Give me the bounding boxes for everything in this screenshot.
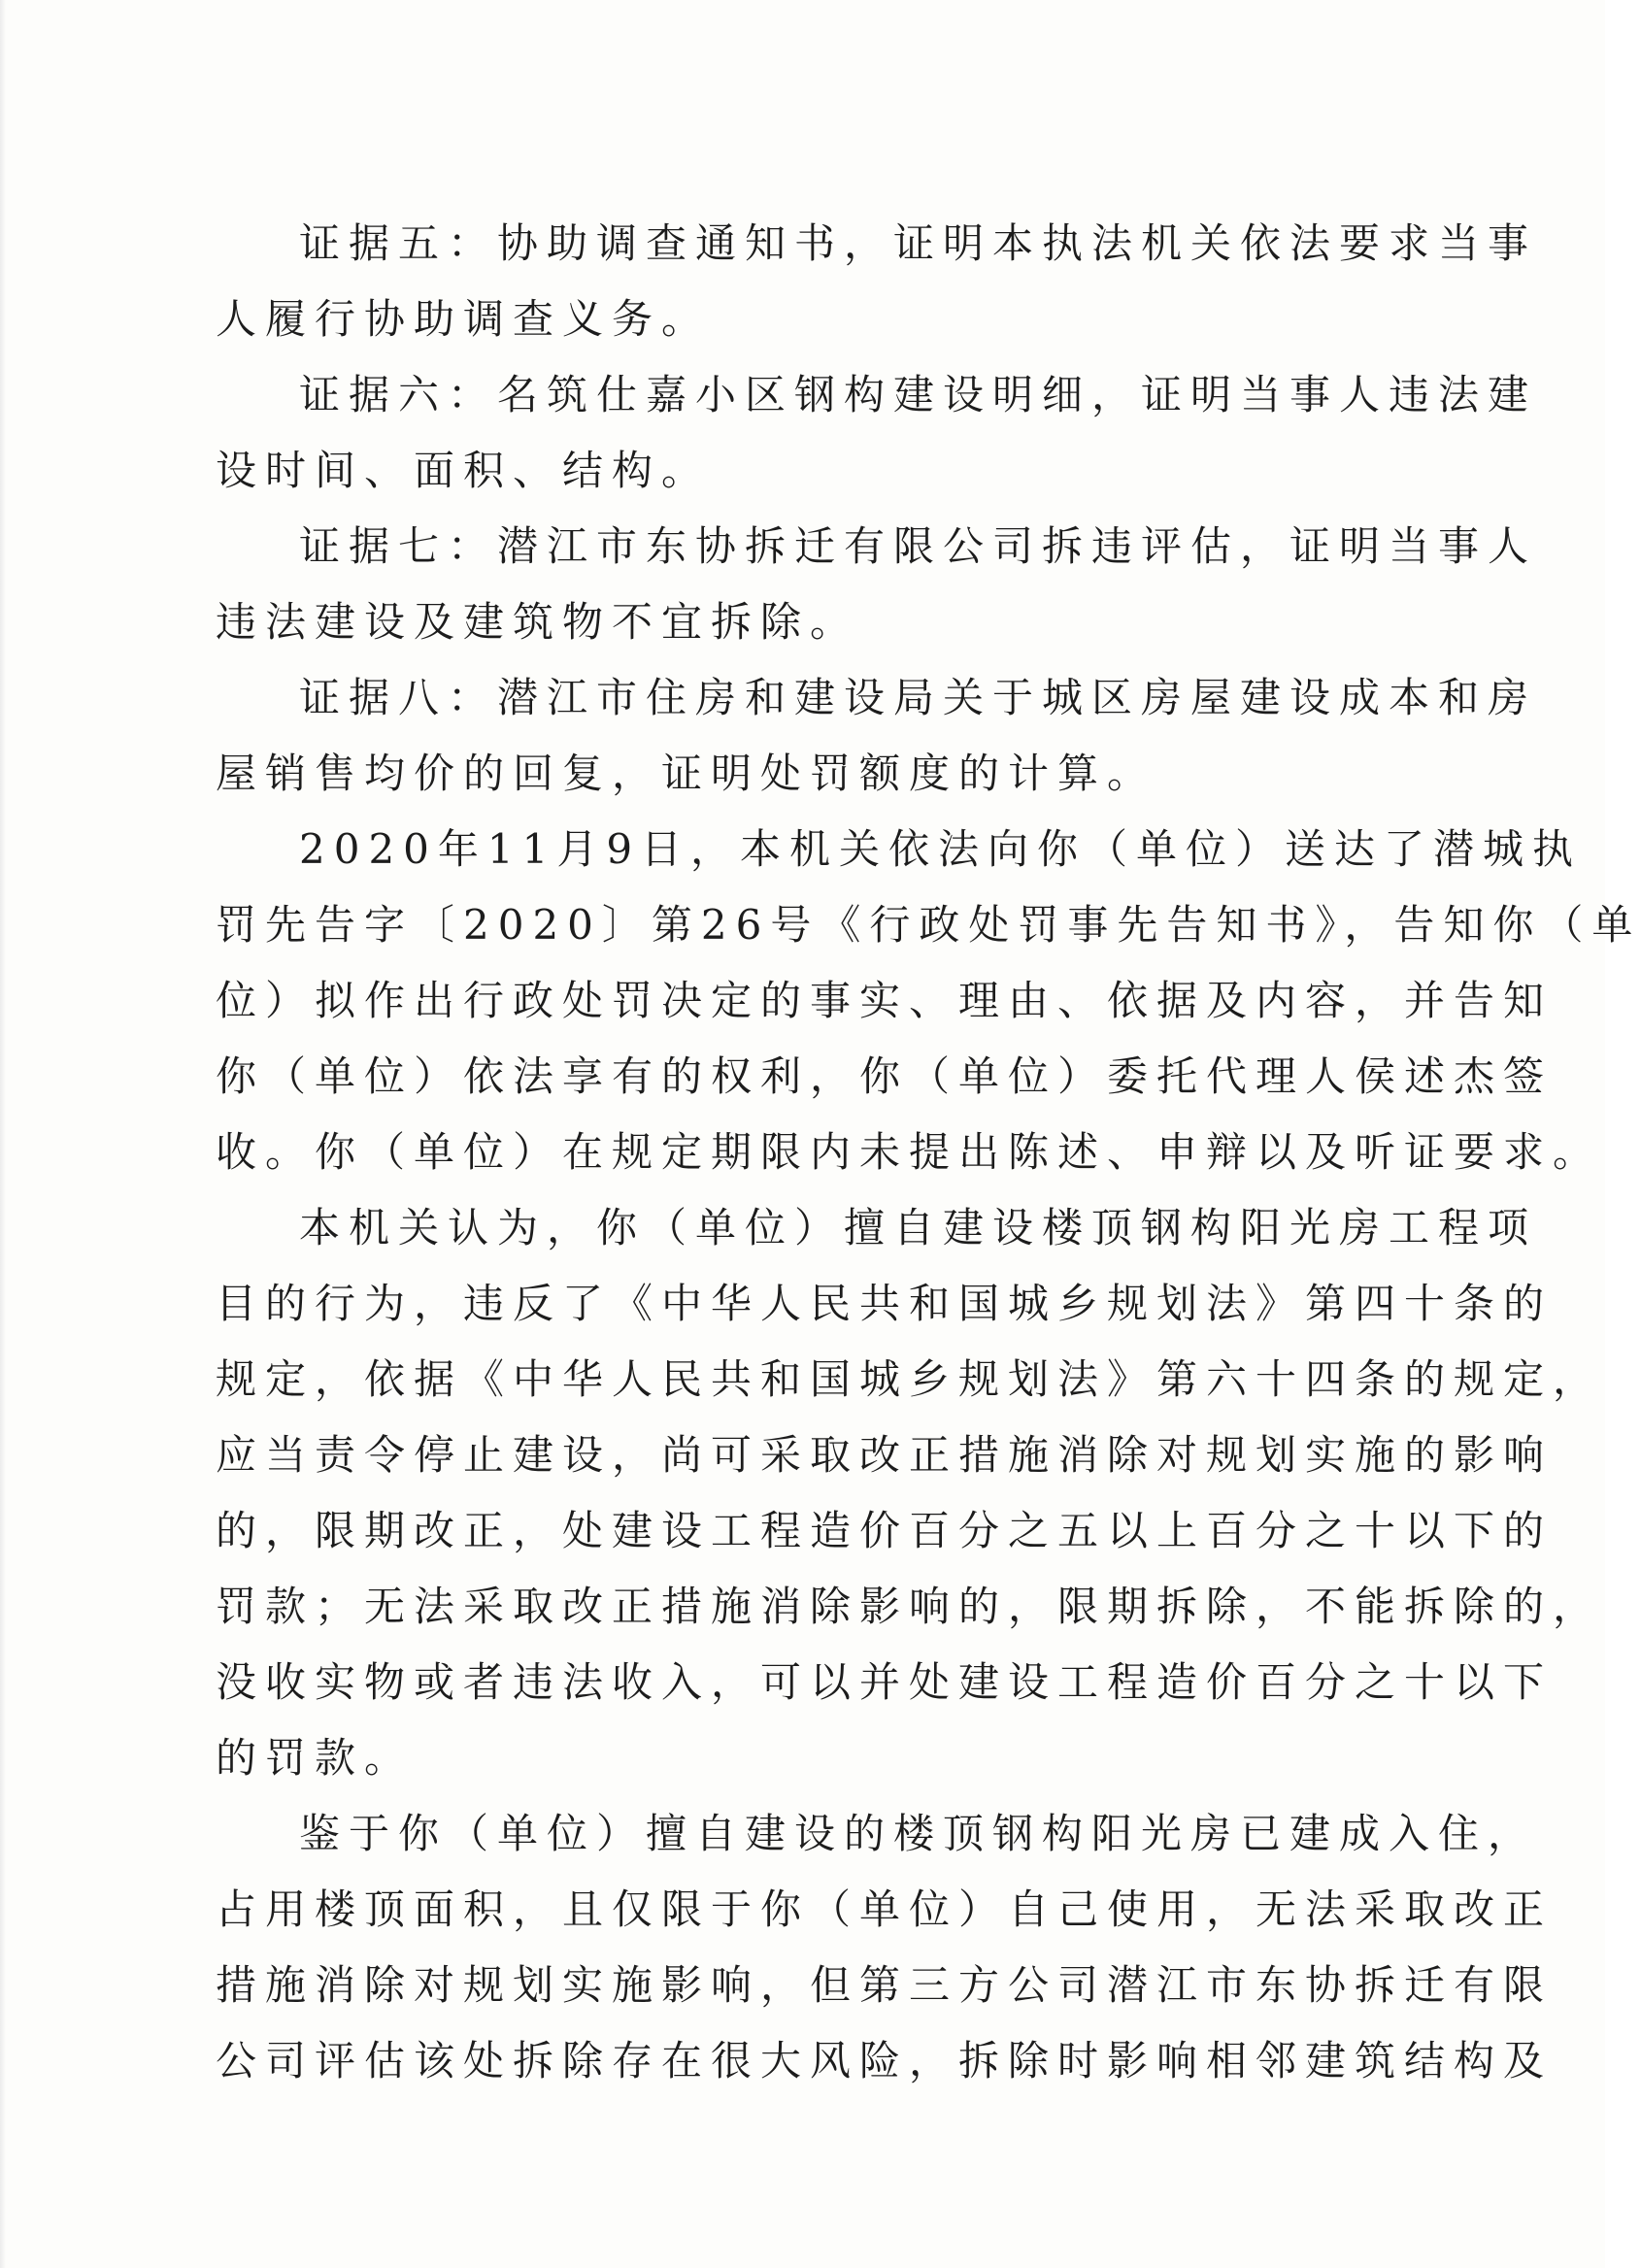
scan-edge-shadow xyxy=(0,0,6,2268)
text-line: 证据五：协助调查通知书，证明本执法机关依法要求当事 xyxy=(299,219,1538,267)
text-line: 证据八：潜江市住房和建设局关于城区房屋建设成本和房 xyxy=(299,674,1538,721)
text-line: 证据六：名筑仕嘉小区钢构建设明细，证明当事人违法建 xyxy=(299,371,1538,418)
text-line: 收。你（单位）在规定期限内未提出陈述、申辩以及听证要求。 xyxy=(216,1128,1603,1176)
text-line: 没收实物或者违法收入，可以并处建设工程造价百分之十以下 xyxy=(216,1658,1554,1706)
text-line: 违法建设及建筑物不宜拆除。 xyxy=(216,598,860,646)
text-line: 鉴于你（单位）擅自建设的楼顶钢构阳光房已建成入住， xyxy=(299,1810,1538,1857)
text-line: 罚先告字〔2020〕第26号《行政处罚事先告知书》，告知你（单 xyxy=(216,901,1641,949)
text-line: 罚款；无法采取改正措施消除影响的，限期拆除，不能拆除的， xyxy=(216,1583,1603,1630)
text-line: 位）拟作出行政处罚决定的事实、理由、依据及内容，并告知 xyxy=(216,977,1554,1024)
document-body xyxy=(216,206,1641,2099)
text-line: 证据七：潜江市东协拆迁有限公司拆违评估，证明当事人 xyxy=(299,522,1538,570)
text-line: 设时间、面积、结构。 xyxy=(216,447,712,494)
text-line: 本机关认为，你（单位）擅自建设楼顶钢构阳光房工程项 xyxy=(299,1204,1538,1251)
text-line: 2020年11月9日，本机关依法向你（单位）送达了潜城执 xyxy=(299,825,1583,873)
text-line: 人履行协助调查义务。 xyxy=(216,295,712,343)
text-line: 的罚款。 xyxy=(216,1734,415,1782)
text-line: 目的行为，违反了《中华人民共和国城乡规划法》第四十条的 xyxy=(216,1280,1554,1327)
text-line: 措施消除对规划实施影响，但第三方公司潜江市东协拆迁有限 xyxy=(216,1961,1554,2009)
text-line: 占用楼顶面积，且仅限于你（单位）自己使用，无法采取改正 xyxy=(216,1885,1554,1933)
text-line: 的，限期改正，处建设工程造价百分之五以上百分之十以下的 xyxy=(216,1507,1554,1554)
text-line: 你（单位）依法享有的权利，你（单位）委托代理人侯述杰签 xyxy=(216,1052,1554,1100)
text-line: 公司评估该处拆除存在很大风险，拆除时影响相邻建筑结构及 xyxy=(216,2037,1554,2085)
text-line: 规定，依据《中华人民共和国城乡规划法》第六十四条的规定， xyxy=(216,1355,1603,1403)
text-line: 屋销售均价的回复，证明处罚额度的计算。 xyxy=(216,750,1157,797)
text-line: 应当责令停止建设，尚可采取改正措施消除对规划实施的影响 xyxy=(216,1431,1554,1479)
